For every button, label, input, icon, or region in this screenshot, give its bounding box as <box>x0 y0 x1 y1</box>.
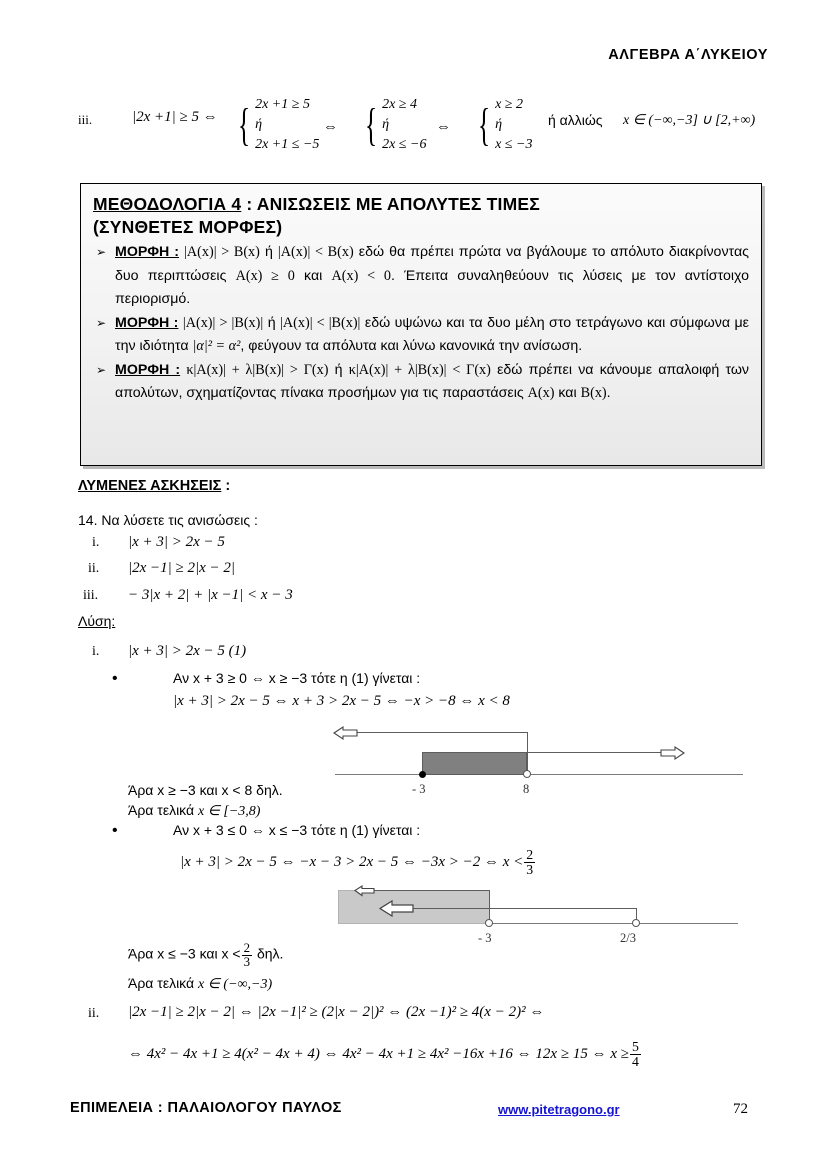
fraction-numerator: 2 <box>526 847 534 862</box>
morfi-label-3: ΜΟΡΦΗ : <box>115 361 181 378</box>
brace1-row1: 2x +1 ≥ 5 <box>255 97 310 112</box>
lower-ray-right <box>527 752 662 753</box>
equivalence-1: ⇔ <box>323 119 338 135</box>
morfi-1-text-3: . Έπειτα συναληθεύουν τις λύσεις με τον αντίστοιχο περιορισμό. <box>115 267 749 307</box>
morfi-3-math-b: κ|A(x)| + λ|B(x)| < Γ(x) <box>348 361 491 378</box>
exercise-item-ii-label: ii. <box>88 561 100 576</box>
exercise-item-iii-label: iii. <box>83 588 99 603</box>
brace1-row2: ή <box>255 117 263 132</box>
bullet-case-2: • <box>112 822 118 839</box>
morfi-3-conj: ή <box>334 361 343 378</box>
chevron-right-icon: ➢ <box>96 245 107 259</box>
exercise-item-ii-math: |2x −1| ≥ 2|x − 2| <box>128 560 236 576</box>
tail-text: ή αλλιώς <box>548 112 603 128</box>
morfi-2-text-1: εδώ υψώνω και τα δυο μέλη στο τετράγωνο και σύμφωνα με την ιδιότητα <box>115 314 749 354</box>
morfi-1-text-1: εδώ θα πρέπει πρώτα να βγάλουμε το απόλυτο διακρίνοντας δυο περιπτώσεις <box>115 244 749 284</box>
fraction-denominator: 3 <box>526 862 534 878</box>
exercise-item-iii-math: − 3|x + 2| + |x −1| < x − 3 <box>128 587 293 603</box>
case-2-conclusion-1 <box>128 942 283 969</box>
methodology-item-1 <box>93 241 749 312</box>
methodology-title-line2: (ΣΥΝΘΕΤΕΣ ΜΟΡΦΕΣ) <box>93 217 283 237</box>
exercise-item-i-math: |x + 3| > 2x − 5 <box>128 534 225 550</box>
methodology-title-underlined: ΜΕΘΟΔΟΛΟΓΙΑ 4 <box>93 194 242 214</box>
page-title: ΑΛΓΕΒΡΑ Α΄ΛΥΚΕΙΟΥ <box>608 47 768 63</box>
morfi-1-conj: ή <box>264 244 273 260</box>
brace-group-1 <box>233 95 319 155</box>
morfi-2-conj: ή <box>267 314 276 331</box>
chevron-right-icon: ➢ <box>96 362 107 377</box>
brace-icon: { <box>237 99 251 150</box>
brace-group-3 <box>473 95 532 155</box>
tick-label-minus3: - 3 <box>412 782 426 796</box>
item-label-iii: iii. <box>78 112 93 127</box>
case-2-conclusion-1-pre: Άρα x ≤ −3 και x < <box>128 945 241 962</box>
morfi-2-text-3: , φεύγουν τα απόλυτα και λύνω κανονικά την ανίσωση. <box>240 338 583 354</box>
upper-ray-left <box>355 732 528 733</box>
brace3-row3: x ≤ −3 <box>495 137 533 152</box>
mid-ray-left <box>402 908 637 909</box>
tick-label-minus3: - 3 <box>478 931 492 945</box>
open-endpoint-8 <box>523 770 531 778</box>
brace3-row2: ή <box>495 117 503 132</box>
closed-endpoint-minus3 <box>419 771 426 778</box>
footer-credit: ΕΠΙΜΕΛΕΙΑ : ΠΑΛΑΙΟΛΟΓΟΥ ΠΑΥΛΟΣ <box>70 1100 342 1116</box>
methodology-box <box>80 183 762 466</box>
left-arrow-icon <box>353 884 375 897</box>
methodology-item-3 <box>93 359 749 406</box>
page-footer <box>0 1100 828 1130</box>
bullet-case-1: • <box>112 670 118 687</box>
exercise-14-title: 14. Να λύσετε τις ανισώσεις : <box>78 512 258 528</box>
morfi-1-text-2: και <box>304 267 323 284</box>
footer-website-link[interactable]: www.pitetragono.gr <box>498 1102 620 1117</box>
methodology-title <box>93 193 749 239</box>
open-endpoint-minus3 <box>485 919 493 927</box>
brace2-row1: 2x ≥ 4 <box>382 97 417 112</box>
tick-label-8: 8 <box>523 782 530 796</box>
solution-label: Λύση: <box>78 613 116 629</box>
brace-icon: { <box>364 99 378 150</box>
fraction-numerator: 5 <box>631 1039 639 1054</box>
morfi-3-text-2: και <box>558 385 577 401</box>
morfi-3-text-1: εδώ πρέπει να κάνουμε απαλοιφή των απολύτων, σχηματίζοντας πίνακα προσήμων για τις παραστάσεις <box>115 361 750 401</box>
solution-ii-label: ii. <box>88 1006 100 1021</box>
axis-line <box>335 774 743 775</box>
morfi-3-math-c: A(x) <box>527 385 555 401</box>
solved-exercises-heading-colon: : <box>221 478 231 494</box>
tail-math: x ∈ (−∞,−3] ∪ [2,+∞) <box>623 113 756 128</box>
brace-icon: { <box>477 99 491 150</box>
brace2-row2: ή <box>382 117 390 132</box>
fraction-numerator: 2 <box>243 941 251 955</box>
case-2-derivation-pre: |x + 3| > 2x − 5 ⇔ −x − 3 > 2x − 5 ⇔ −3x > −2 ⇔ x < <box>180 853 524 870</box>
solution-ii-line-2 <box>128 1040 642 1069</box>
brace2-row3: 2x ≤ −6 <box>382 137 427 152</box>
solution-i-statement: |x + 3| > 2x − 5 (1) <box>128 643 247 659</box>
case-1-conclusion-1: Άρα x ≥ −3 και x < 8 δηλ. <box>128 782 283 798</box>
brace-group-2 <box>360 95 426 155</box>
morfi-1-math-d: A(x) < 0 <box>331 267 391 284</box>
morfi-label-2: ΜΟΡΦΗ : <box>115 314 179 331</box>
solved-exercises-heading-text: ΛΥΜΕΝΕΣ ΑΣΚΗΣΕΙΣ <box>78 478 222 494</box>
fraction-denominator: 3 <box>243 955 251 970</box>
equivalence-2: ⇔ <box>436 119 451 135</box>
methodology-item-2 <box>93 312 749 359</box>
upper-ray-left <box>370 890 490 891</box>
morfi-2-math-a: |A(x)| > |B(x)| <box>182 314 264 331</box>
solution-ii-line-1: |2x −1| ≥ 2|x − 2| ⇔ |2x −1|² ≥ (2|x − 2|)² ⇔ (2x −1)² ≥ 4(x − 2)² ⇔ <box>128 1004 545 1020</box>
chevron-right-icon: ➢ <box>96 315 107 330</box>
footer-page-number: 72 <box>733 1101 748 1117</box>
case-2-condition: Αν x + 3 ≤ 0 ⇔ x ≤ −3 τότε η (1) γίνεται : <box>173 822 421 838</box>
case-2-conclusion-2-text: Άρα τελικά <box>128 975 198 991</box>
morfi-3-math-d: B(x) <box>580 385 607 401</box>
case-2-derivation <box>180 848 536 877</box>
solved-exercises-heading <box>78 478 230 494</box>
fraction-two-thirds <box>242 942 252 969</box>
morfi-3-math-a: κ|A(x)| + λ|B(x)| > Γ(x) <box>186 361 329 378</box>
tick-label-twothirds: 2/3 <box>620 931 636 945</box>
fraction-five-fourths <box>630 1040 641 1069</box>
morfi-label-1: ΜΟΡΦΗ : <box>115 244 179 260</box>
morfi-1-math-c: A(x) ≥ 0 <box>235 267 295 284</box>
methodology-items <box>93 241 749 406</box>
open-endpoint-twothirds <box>632 919 640 927</box>
morfi-1-math-a: |A(x)| > B(x) <box>184 244 260 260</box>
left-arrow-icon <box>378 899 414 918</box>
methodology-title-rest: : ΑΝΙΣΩΣΕΙΣ ΜΕ ΑΠΟΛΥΤΕΣ ΤΙΜΕΣ <box>241 194 540 214</box>
morfi-1-math-b: |A(x)| < B(x) <box>277 244 354 260</box>
case-2-conclusion-2-math: x ∈ (−∞,−3) <box>198 977 273 992</box>
right-arrow-icon <box>660 745 686 761</box>
number-line-2 <box>330 880 750 960</box>
shaded-interval-bar <box>422 752 527 775</box>
case-1-condition: Αν x + 3 ≥ 0 ⇔ x ≥ −3 τότε η (1) γίνεται : <box>173 670 421 686</box>
case-1-derivation: |x + 3| > 2x − 5 ⇔ x + 3 > 2x − 5 ⇔ −x > −8 ⇔ x < 8 <box>173 693 510 709</box>
exercise-item-i-label: i. <box>92 535 100 550</box>
solution-ii-line-2-pre: ⇔ 4x² − 4x +1 ≥ 4(x² − 4x + 4) ⇔ 4x² − 4x +1 ≥ 4x² −16x +16 ⇔ 12x ≥ 15 ⇔ x ≥ <box>128 1045 629 1062</box>
case-2-conclusion-2 <box>128 975 272 993</box>
brace3-row1: x ≥ 2 <box>495 97 523 112</box>
morfi-3-text-3: . <box>606 385 611 401</box>
solution-i-label: i. <box>92 644 100 659</box>
case-1-conclusion-2 <box>128 802 260 820</box>
fraction-denominator: 4 <box>631 1054 639 1070</box>
case-1-conclusion-2-text: Άρα τελικά <box>128 802 198 818</box>
item-lead-expression: |2x +1| ≥ 5 ⇔ <box>132 109 218 125</box>
brace1-row3: 2x +1 ≤ −5 <box>255 137 320 152</box>
left-arrow-icon <box>332 725 358 741</box>
morfi-2-math-c: |α|² = α² <box>192 338 241 354</box>
morfi-2-math-b: |A(x)| < |B(x)| <box>280 314 361 331</box>
case-2-conclusion-1-post: δηλ. <box>256 945 284 962</box>
case-1-conclusion-2-math: x ∈ [−3,8) <box>198 804 261 819</box>
number-line-1 <box>330 722 750 802</box>
fraction-two-thirds <box>524 848 535 877</box>
